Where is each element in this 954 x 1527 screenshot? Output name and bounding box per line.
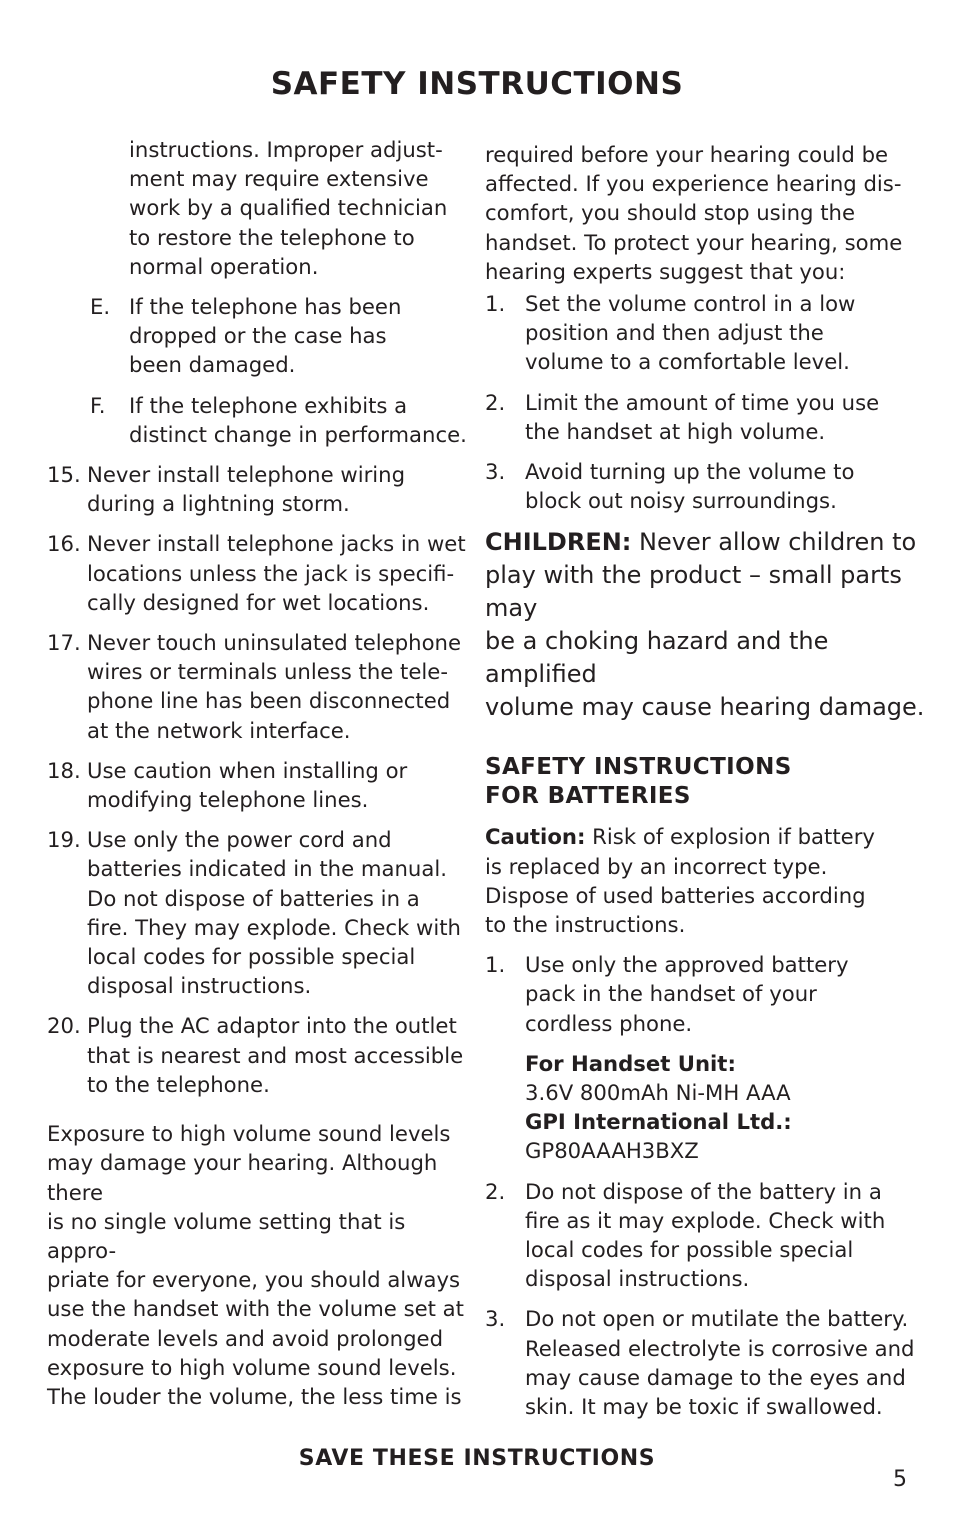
battery-item-1: [485, 950, 925, 1038]
list-marker: 2.: [485, 389, 506, 415]
continuation-body: instructions. Improper adjust- ment may require extensive work by a qualified technician to restore the telephone to normal operation.: [129, 137, 448, 279]
hearing-item-1: [485, 289, 925, 377]
continuation-text: [47, 135, 475, 281]
list-marker: 1.: [485, 291, 506, 317]
list-item-text: Use only the approved battery pack in the handset of your cordless phone.: [525, 952, 849, 1036]
list-marker: 15.: [47, 462, 81, 488]
list-item-19: [47, 825, 475, 1000]
list-item-text: Use caution when installing or modifying telephone lines.: [87, 757, 408, 813]
right-column: [485, 140, 925, 1432]
page-title: SAFETY INSTRUCTIONS: [270, 66, 684, 102]
battery-spec: [485, 1049, 925, 1166]
list-marker: 3.: [485, 1306, 506, 1332]
caution-label: Caution:: [485, 824, 586, 850]
list-item-text: Use only the power cord and batteries indicated in the manual. Do not dispose of batteries in a fire. They may explode. Check with local codes for possible special disposal instructions.: [87, 827, 461, 999]
list-marker: 19.: [47, 827, 81, 853]
list-marker: 1.: [485, 952, 506, 978]
list-marker: 18.: [47, 757, 81, 783]
list-item-f: [47, 391, 475, 449]
caution-paragraph: [485, 822, 925, 939]
list-item-text: If the telephone has been dropped or the case has been damaged.: [129, 294, 402, 378]
list-marker: 16.: [47, 531, 81, 557]
hearing-item-3: [485, 457, 925, 515]
children-warning: [485, 526, 925, 724]
list-marker: F.: [90, 392, 106, 418]
battery-item-3: [485, 1304, 925, 1421]
list-marker: 3.: [485, 459, 506, 485]
list-item-text: Never install telephone jacks in wet locations unless the jack is specifi- cally designed for wet locations.: [87, 531, 466, 615]
list-marker: 17.: [47, 630, 81, 656]
list-item-18: [47, 756, 475, 814]
hearing-paragraph: Exposure to high volume sound levels may damage your hearing. Although there is no single volume setting that is appro- priate for everyone, you should always use the handset with the volume set at moderate levels and avoid prolonged exposure to high volume sound levels. The louder the volume, the less time is: [47, 1121, 464, 1409]
hearing-continuation: required before your hearing could be affected. If you experience hearing dis- comfort, you should stop using the handset. To protect your hearing, some hearing experts suggest that you:: [485, 142, 903, 284]
list-marker: E.: [90, 294, 111, 320]
list-item-text: Plug the AC adaptor into the outlet that is nearest and most accessible to the telephone.: [87, 1013, 464, 1097]
list-item-text: Never install telephone wiring during a lightning storm.: [87, 462, 406, 517]
caution-text: Risk of explosion if battery is replaced by an incorrect type. Dispose of used batteries according to the instructions.: [485, 824, 875, 938]
children-label: CHILDREN:: [485, 528, 632, 557]
footer-save-instructions: SAVE THESE INSTRUCTIONS: [298, 1446, 656, 1471]
maker-value: GP80AAAH3BXZ: [525, 1138, 699, 1164]
hearing-item-2: [485, 388, 925, 446]
list-item-text: Set the volume control in a low position and then adjust the volume to a comfortable level.: [525, 291, 856, 375]
list-item-16: [47, 529, 475, 617]
battery-section-heading: SAFETY INSTRUCTIONS FOR BATTERIES: [485, 754, 792, 810]
list-item-text: If the telephone exhibits a distinct change in performance.: [129, 392, 467, 447]
children-text: Never allow children to play with the product – small parts may be a choking hazard and the amplified volume may cause hearing damage.: [485, 528, 925, 722]
list-marker: 20.: [47, 1013, 81, 1039]
list-item-text: Do not open or mutilate the battery. Released electrolyte is corrosive and may cause damage to the eyes and skin. It may be toxic if swallowed.: [525, 1306, 915, 1420]
list-item-text: Never touch uninsulated telephone wires or terminals unless the tele- phone line has been disconnected at the network interface.: [87, 630, 462, 743]
list-item-17: [47, 628, 475, 745]
list-item-text: Limit the amount of time you use the handset at high volume.: [525, 389, 880, 444]
page-number: 5: [893, 1467, 907, 1492]
list-item-15: [47, 460, 475, 518]
list-item-e: [47, 292, 475, 380]
handset-unit-label: For Handset Unit:: [525, 1050, 736, 1076]
handset-unit-value: 3.6V 800mAh Ni-MH AAA: [525, 1080, 791, 1106]
left-column: [47, 135, 475, 1422]
list-marker: 2.: [485, 1178, 506, 1204]
battery-item-2: [485, 1177, 925, 1294]
maker-label: GPI International Ltd.:: [525, 1109, 792, 1135]
list-item-text: Avoid turning up the volume to block out noisy surroundings.: [525, 459, 855, 514]
list-item-text: Do not dispose of the battery in a fire as it may explode. Check with local codes for possible special disposal instructions.: [525, 1178, 886, 1292]
list-item-20: [47, 1011, 475, 1099]
